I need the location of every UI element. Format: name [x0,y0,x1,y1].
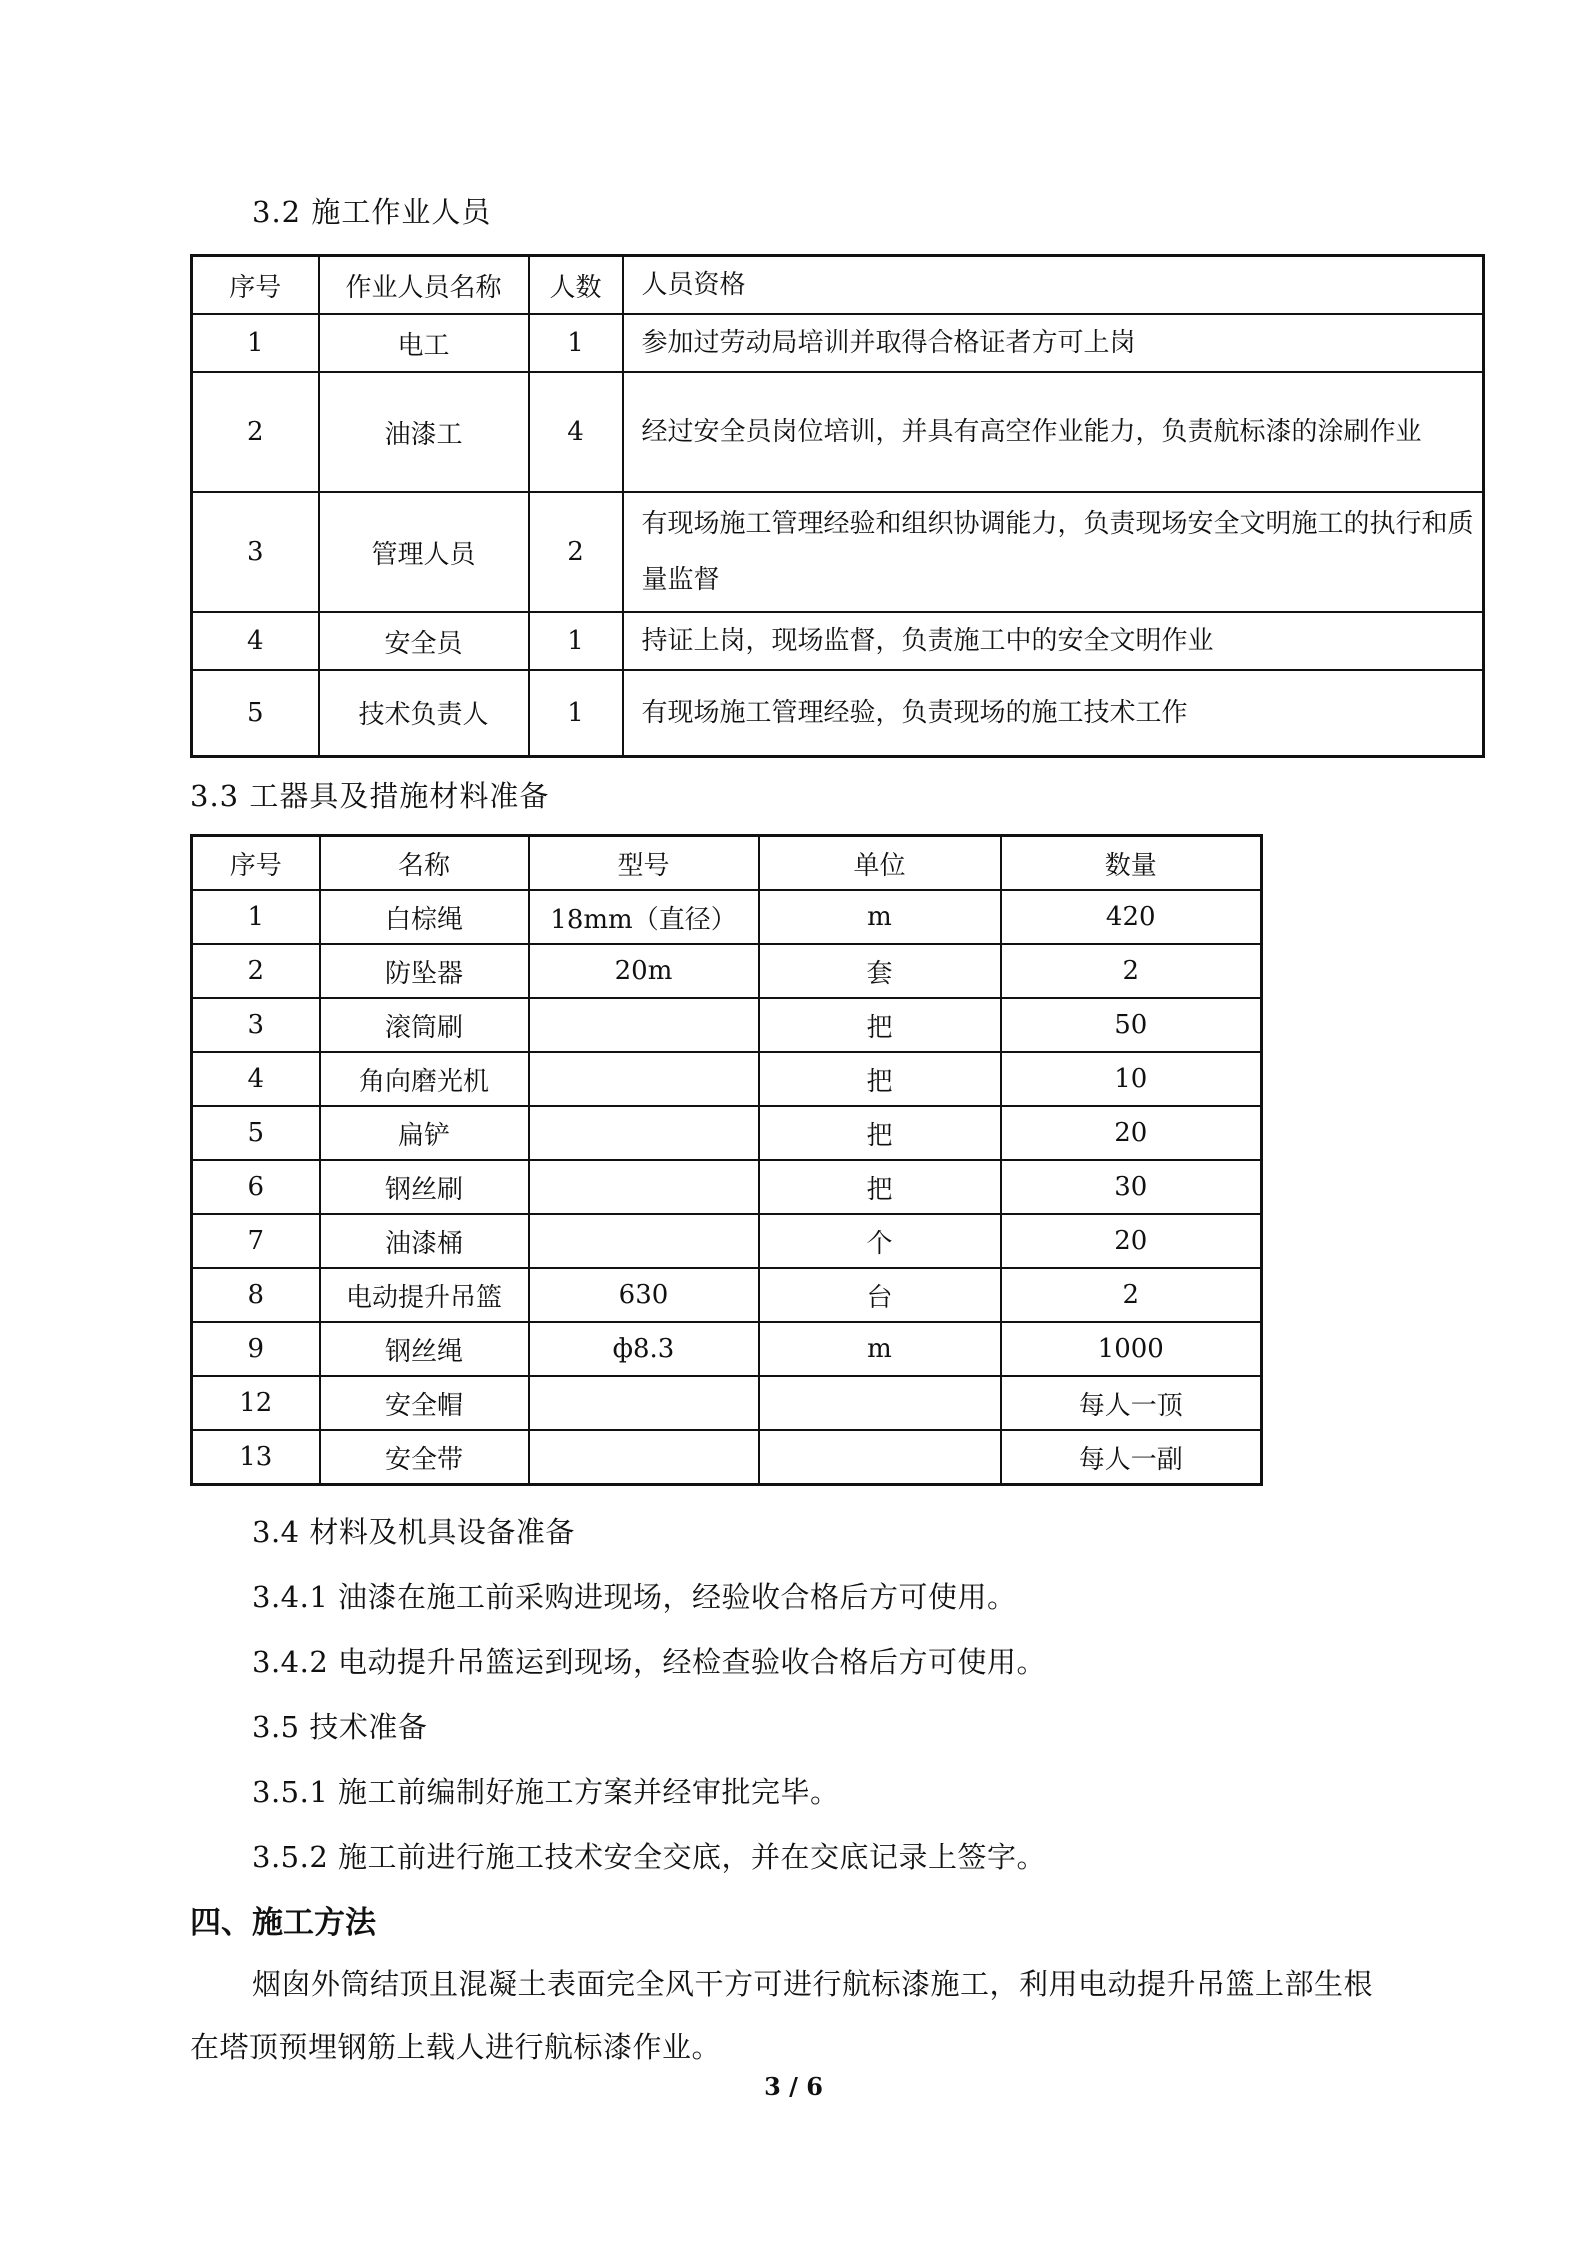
cell: 5 [192,1106,320,1160]
cell: 持证上岗，现场监督，负责施工中的安全文明作业 [623,612,1484,670]
paragraph-3-5-1: 3.5.1 施工前编制好施工方案并经审批完毕。 [252,1775,840,1809]
cell: 钢丝绳 [320,1322,529,1376]
table-row [192,492,1484,612]
cell: 20m [529,944,759,998]
cell: 10 [1001,1052,1262,1106]
header-cell: 序号 [192,836,320,891]
cell: 2 [1001,944,1262,998]
cell [759,1430,1001,1485]
cell: 4 [192,612,319,670]
cell: 安全带 [320,1430,529,1485]
table-row [192,1268,1262,1322]
cell [529,1052,759,1106]
cell: 1 [192,314,319,372]
table-header-row [192,836,1262,891]
header-cell: 人数 [529,256,623,315]
cell: 4 [192,1052,320,1106]
cell: 2 [1001,1268,1262,1322]
header-cell: 单位 [759,836,1001,891]
paragraph-3-4-1: 3.4.1 油漆在施工前采购进现场，经验收合格后方可使用。 [252,1580,1017,1614]
cell: 13 [192,1430,320,1485]
cell: 1 [529,612,623,670]
personnel-table [190,254,1485,758]
cell: 防坠器 [320,944,529,998]
heading-3-2: 3.2 施工作业人员 [252,195,492,229]
cell: 台 [759,1268,1001,1322]
cell: 8 [192,1268,320,1322]
header-cell: 名称 [320,836,529,891]
cell: 2 [529,492,623,612]
paragraph-3-5-2: 3.5.2 施工前进行施工技术安全交底，并在交底记录上签字。 [252,1840,1047,1874]
table-row [192,1052,1262,1106]
cell: 有现场施工管理经验，负责现场的施工技术工作 [623,670,1484,756]
cell: 3 [192,998,320,1052]
cell: 管理人员 [319,492,529,612]
cell: 420 [1001,890,1262,944]
cell: 2 [192,944,320,998]
table-row [192,944,1262,998]
cell: 6 [192,1160,320,1214]
section-4-title: 四、施工方法 [190,1905,376,1941]
cell: m [759,890,1001,944]
cell: 1 [529,314,623,372]
cell: 9 [192,1322,320,1376]
cell: 18mm（直径） [529,890,759,944]
cell: 5 [192,670,319,756]
cell: 参加过劳动局培训并取得合格证者方可上岗 [623,314,1484,372]
cell: 12 [192,1376,320,1430]
cell: 安全帽 [320,1376,529,1430]
cell: ф8.3 [529,1322,759,1376]
cell: 2 [192,372,319,492]
cell: 1 [192,890,320,944]
cell: 1000 [1001,1322,1262,1376]
table-row [192,670,1484,756]
cell: 钢丝刷 [320,1160,529,1214]
table-header-row [192,256,1484,315]
cell: 4 [529,372,623,492]
cell: 个 [759,1214,1001,1268]
cell: 把 [759,1052,1001,1106]
cell [529,1214,759,1268]
cell: 7 [192,1214,320,1268]
cell: 20 [1001,1214,1262,1268]
cell: 把 [759,1106,1001,1160]
cell: 白棕绳 [320,890,529,944]
cell [529,998,759,1052]
cell [529,1376,759,1430]
table-row [192,1160,1262,1214]
paragraph-3-4-2: 3.4.2 电动提升吊篮运到现场，经检查验收合格后方可使用。 [252,1645,1047,1679]
cell: 1 [529,670,623,756]
table-row [192,1214,1262,1268]
heading-3-5: 3.5 技术准备 [252,1710,428,1744]
cell: 油漆桶 [320,1214,529,1268]
header-cell: 序号 [192,256,319,315]
section-4-paragraph-line-2: 在塔顶预埋钢筋上载人进行航标漆作业。 [190,2030,722,2064]
heading-3-4: 3.4 材料及机具设备准备 [252,1515,575,1549]
header-cell: 作业人员名称 [319,256,529,315]
table-row [192,1376,1262,1430]
page-number: 3 / 6 [764,2072,823,2101]
cell: 每人一顶 [1001,1376,1262,1430]
header-cell: 人员资格 [623,256,1484,315]
cell [529,1106,759,1160]
table-row [192,314,1484,372]
cell: 电动提升吊篮 [320,1268,529,1322]
cell: 630 [529,1268,759,1322]
cell: 扁铲 [320,1106,529,1160]
table-row [192,372,1484,492]
cell: 套 [759,944,1001,998]
cell: 3 [192,492,319,612]
cell: 把 [759,1160,1001,1214]
table-row [192,1106,1262,1160]
header-cell: 数量 [1001,836,1262,891]
heading-3-3: 3.3 工器具及措施材料准备 [190,779,550,813]
cell: m [759,1322,1001,1376]
cell [759,1376,1001,1430]
cell: 有现场施工管理经验和组织协调能力，负责现场安全文明施工的执行和质量监督 [623,492,1484,612]
table-row [192,890,1262,944]
cell [529,1430,759,1485]
cell: 把 [759,998,1001,1052]
cell: 50 [1001,998,1262,1052]
header-cell: 型号 [529,836,759,891]
section-4-paragraph-line-1: 烟囱外筒结顶且混凝土表面完全风干方可进行航标漆施工，利用电动提升吊篮上部生根 [252,1967,1374,2001]
cell: 20 [1001,1106,1262,1160]
cell: 技术负责人 [319,670,529,756]
cell [529,1160,759,1214]
cell: 安全员 [319,612,529,670]
cell: 30 [1001,1160,1262,1214]
cell: 每人一副 [1001,1430,1262,1485]
tools-table [190,834,1263,1486]
cell: 滚筒刷 [320,998,529,1052]
cell: 电工 [319,314,529,372]
table-row [192,998,1262,1052]
cell: 经过安全员岗位培训，并具有高空作业能力，负责航标漆的涂刷作业 [623,372,1484,492]
cell: 油漆工 [319,372,529,492]
cell: 角向磨光机 [320,1052,529,1106]
table-row [192,1430,1262,1485]
table-row [192,1322,1262,1376]
table-row [192,612,1484,670]
